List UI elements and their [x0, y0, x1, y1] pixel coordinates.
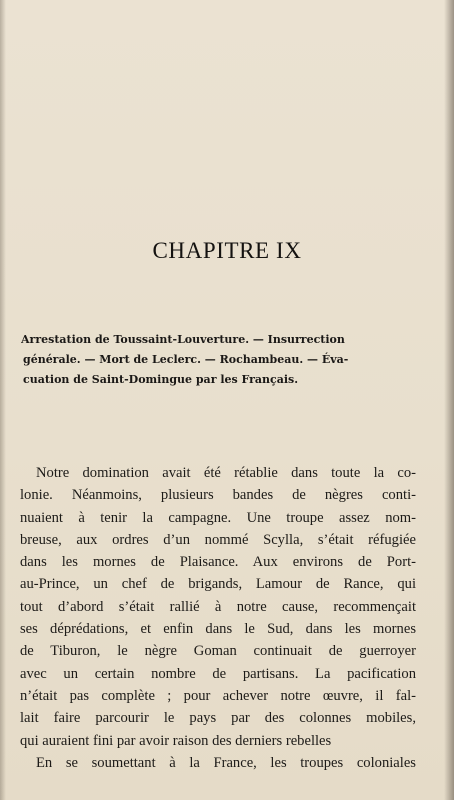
body-text — [20, 462, 416, 774]
body-line: dans les mornes de Plaisance. Aux environs de Port- — [20, 554, 416, 571]
body-line: tout d’abord s’était rallié à notre cause, recommençait — [20, 598, 416, 615]
page-left-shadow — [0, 0, 6, 800]
body-line: avec un certain nombre de partisans. La pacification — [20, 665, 416, 682]
body-line: Notre domination avait été rétablie dans toute la co- — [36, 465, 416, 481]
body-line: au-Prince, un chef de brigands, Lamour de Rance, qui — [20, 576, 416, 593]
body-line: lonie. Néanmoins, plusieurs bandes de nègres conti- — [20, 487, 416, 504]
body-line: ses déprédations, et enfin dans le Sud, dans les mornes — [20, 621, 416, 638]
body-line: En se soumettant à la France, les troupes coloniales — [36, 754, 416, 771]
body-line: qui auraient fini par avoir raison des derniers rebelles — [20, 732, 332, 749]
summary-line: générale. — Mort de Leclerc. — Rochambeau. — Éva- — [23, 353, 349, 366]
chapter-summary — [21, 330, 414, 390]
body-line: n’était pas complète ; pour achever notre œuvre, il fal- — [20, 687, 416, 704]
summary-line: Arrestation de Toussaint-Louverture. — Insurrection — [21, 333, 345, 346]
summary-line: cuation de Saint-Domingue par les Français. — [23, 373, 299, 386]
body-line: lait faire parcourir le pays par des colonnes mobiles, — [20, 710, 416, 727]
page-right-shadow — [444, 0, 454, 800]
body-line: de Tiburon, le nègre Goman continuait de guerroyer — [20, 643, 416, 660]
chapter-title: CHAPITRE IX — [152, 238, 302, 263]
body-line: nuaient à tenir la campagne. Une troupe assez nom- — [20, 509, 416, 526]
body-line: breuse, aux ordres d’un nommé Scylla, s’était réfugiée — [20, 531, 416, 548]
